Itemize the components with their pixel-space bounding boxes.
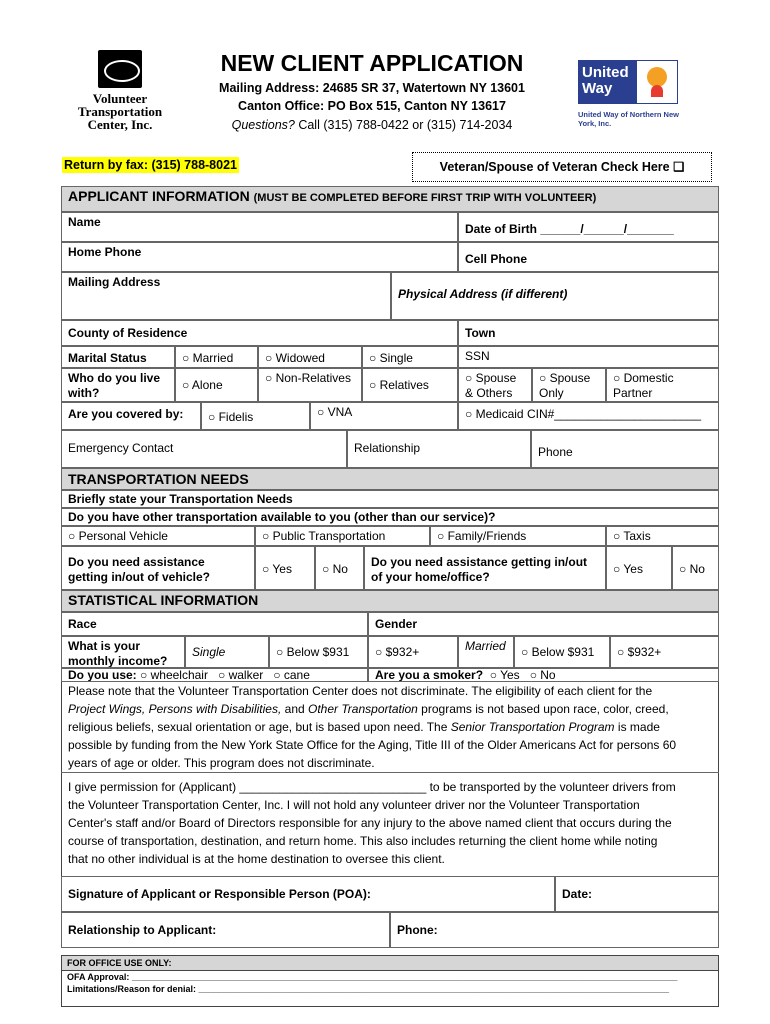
cell-phone-field[interactable]: Cell Phone — [458, 242, 719, 272]
do-you-use-label: Do you use: — [68, 668, 137, 682]
uw-sun-icon — [636, 60, 678, 104]
town-field[interactable]: Town — [458, 320, 719, 346]
mailing-address-field[interactable]: Mailing Address — [61, 272, 391, 320]
married-below-option[interactable]: ○ Below $931 — [514, 636, 610, 668]
live-with-label: Who do you live with? — [61, 368, 175, 402]
income-single-label: Single — [185, 636, 269, 668]
non-relatives-option[interactable]: ○ Non-Relatives — [258, 368, 362, 402]
canton-office: Canton Office: PO Box 515, Canton NY 13617 — [238, 99, 506, 113]
emergency-phone-field[interactable]: Phone — [531, 430, 719, 468]
emergency-contact-field[interactable]: Emergency Contact — [61, 430, 347, 468]
vna-option[interactable]: ○ VNA — [310, 402, 458, 430]
income-question: What is your monthly income? — [61, 636, 185, 668]
other-transport-question: Do you have other transportation available to you (other than our service)? — [61, 508, 719, 526]
ofa-approval-field[interactable]: OFA Approval: _____________________________________________________________________________________________________________ — [67, 972, 678, 982]
wheelchair-option[interactable]: ○ wheelchair — [140, 668, 208, 682]
mobility-aids-row — [61, 668, 368, 682]
uw-logo-text: United Way — [578, 60, 636, 104]
dob-field[interactable]: Date of Birth ______/______/_______ — [458, 212, 719, 242]
income-married-label: Married — [458, 636, 514, 668]
smoker-label: Are you a smoker? — [375, 668, 484, 682]
transport-header: TRANSPORTATION NEEDS — [61, 468, 719, 490]
domestic-partner-option[interactable]: ○ Domestic Partner — [606, 368, 719, 402]
permission-paragraph: I give permission for (Applicant) ____________________________ to be transported by the volunteer drivers from the Volunteer Transportation Center, Inc. I will not hold any volunteer driver nor the Volunteer Transportation Center's staff and/or Board of Directors responsible for any injury to the above named client that occurs during the course of transportation, destination, and return home. This also includes returning the client home while noting that no other individual is at the home destination to oversee this client. — [68, 780, 676, 866]
home-phone-field[interactable]: Home Phone — [61, 242, 458, 272]
vtc-emblem-icon — [98, 50, 142, 88]
relationship-field[interactable]: Relationship — [347, 430, 531, 468]
limitations-field[interactable]: Limitations/Reason for denial: ______________________________________________________________________________________________ — [67, 984, 670, 994]
date-field[interactable]: Date: — [555, 876, 719, 912]
taxis-option[interactable]: ○ Taxis — [606, 526, 719, 546]
assist-home-no[interactable]: ○ No — [672, 546, 719, 590]
applicant-header: APPLICANT INFORMATION (MUST BE COMPLETED BEFORE FIRST TRIP WITH VOLUNTEER) — [61, 186, 719, 212]
uw-subtitle: United Way of Northern New York, Inc. — [578, 110, 679, 128]
walker-option[interactable]: ○ walker — [217, 668, 264, 682]
alone-option[interactable]: ○ Alone — [175, 368, 258, 402]
notice-paragraph: Please note that the Volunteer Transportation Center does not discriminate. The eligibility of each client for the Project Wings, Persons with Disabilities, and Other Transportation programs is not based upon race, color, creed, religious beliefs, sexual orientation or age, but is based upon need. The Senior Transportation Program is made possible by funding from the New York State Office for the Aging, Title III of the Older Americans Act for persons 60 years of age or older. This program does not discriminate. — [68, 684, 677, 770]
vtc-logo — [70, 50, 170, 131]
smoker-row — [368, 668, 719, 682]
smoker-yes[interactable]: ○ Yes — [489, 668, 520, 682]
married-above-option[interactable]: ○ $932+ — [610, 636, 719, 668]
page-title: NEW CLIENT APPLICATION — [220, 50, 524, 76]
veteran-checkbox[interactable]: Veteran/Spouse of Veteran Check Here ❑ — [412, 152, 712, 182]
marital-status-label: Marital Status — [61, 346, 175, 368]
vtc-logo-text: Volunteer Transportation Center, Inc. — [77, 91, 163, 132]
name-field[interactable]: Name — [61, 212, 458, 242]
signature-field[interactable]: Signature of Applicant or Responsible Person (POA): — [61, 876, 555, 912]
office-use-box — [61, 955, 719, 1007]
family-friends-option[interactable]: ○ Family/Friends — [430, 526, 606, 546]
single-below-option[interactable]: ○ Below $931 — [269, 636, 368, 668]
assist-vehicle-question: Do you need assistance getting in/out of vehicle? — [61, 546, 255, 590]
cane-option[interactable]: ○ cane — [273, 668, 310, 682]
county-field[interactable]: County of Residence — [61, 320, 458, 346]
assist-home-question: Do you need assistance getting in/out of your home/office? — [364, 546, 606, 590]
notice-divider — [61, 772, 719, 773]
personal-vehicle-option[interactable]: ○ Personal Vehicle — [61, 526, 255, 546]
signature-phone-field[interactable]: Phone: — [390, 912, 719, 948]
single-above-option[interactable]: ○ $932+ — [368, 636, 458, 668]
physical-address-field[interactable]: Physical Address (if different) — [391, 272, 719, 320]
assist-home-yes[interactable]: ○ Yes — [606, 546, 672, 590]
mailing-address: Mailing Address: 24685 SR 37, Watertown NY 13601 — [219, 81, 525, 95]
questions-line — [180, 118, 564, 132]
relationship-to-applicant-field[interactable]: Relationship to Applicant: — [61, 912, 390, 948]
united-way-logo — [578, 60, 688, 128]
covered-by-label: Are you covered by: — [61, 402, 201, 430]
ssn-field[interactable]: SSN — [458, 346, 719, 368]
gender-field[interactable]: Gender — [368, 612, 719, 636]
married-option[interactable]: ○ Married — [175, 346, 258, 368]
single-option[interactable]: ○ Single — [362, 346, 458, 368]
questions-phones: Call (315) 788-0422 or (315) 714-2034 — [294, 118, 513, 132]
spouse-only-option[interactable]: ○ Spouse Only — [532, 368, 606, 402]
office-use-header: FOR OFFICE USE ONLY: — [62, 956, 718, 971]
assist-vehicle-yes[interactable]: ○ Yes — [255, 546, 315, 590]
race-field[interactable]: Race — [61, 612, 368, 636]
relatives-option[interactable]: ○ Relatives — [362, 368, 458, 402]
questions-label: Questions? — [231, 118, 295, 132]
smoker-no[interactable]: ○ No — [529, 668, 556, 682]
fidelis-option[interactable]: ○ Fidelis — [201, 402, 310, 430]
fax-line: Return by fax: (315) 788-8021 — [64, 158, 237, 172]
spouse-others-option[interactable]: ○ Spouse & Others — [458, 368, 532, 402]
public-transport-option[interactable]: ○ Public Transportation — [255, 526, 430, 546]
transport-needs-field[interactable]: Briefly state your Transportation Needs — [61, 490, 719, 508]
widowed-option[interactable]: ○ Widowed — [258, 346, 362, 368]
medicaid-option[interactable]: ○ Medicaid CIN#______________________ — [458, 402, 719, 430]
assist-vehicle-no[interactable]: ○ No — [315, 546, 364, 590]
stats-header: STATISTICAL INFORMATION — [61, 590, 719, 612]
